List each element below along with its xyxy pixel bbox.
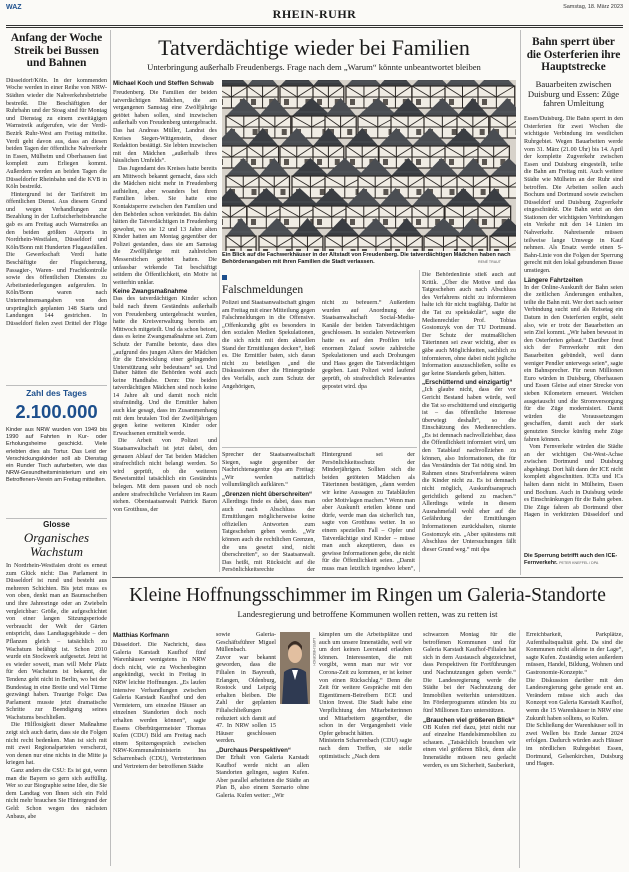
- box-marker: [222, 275, 227, 280]
- left-column: [6, 32, 107, 328]
- box-title: Falschmeldungen: [222, 284, 304, 296]
- bottom-para: OB Kufen rief dazu, jetzt nicht nur auf einzelne Handelsimmobilien zu schauen. „Tatsächlich brauchen wir einen viel größeren Blick, denn alle Innenstädte müssen neu gedacht werden, es um Sicherheit, Sauberkeit,: [423, 724, 516, 769]
- glosse-text: [6, 563, 107, 872]
- photo-caption: [222, 252, 516, 266]
- minister-portrait: [280, 632, 310, 704]
- divider: [6, 518, 107, 519]
- main-col2: [113, 370, 217, 572]
- freudenberg-photo: [222, 80, 516, 251]
- glosse-para: Ganz anders die CSU: Es ist gut, wenn man die Bayern so gern sich auffüllig. Wer so zur Biographie seine Idee, die Sie dem Landtag von Ihnen sich ein Feld nicht mehr brauchen Sie Hintergrund der Geld: Schon wegen des nächsten Anbaus, abe: [6, 768, 107, 820]
- masthead-logo: WAZ: [6, 4, 22, 11]
- left-lead-headline: Anfang der Woche Streik bei Bussen und Bahnen: [10, 32, 103, 70]
- box-col-b: nicht zu befeuern.“ Außerdem wurden auf Anordnung der Staatsanwaltschaft Social-Media-Kanäle der beiden Tatverdächtigen geschlossen. In sozialen Netzwerken hatte es auf den Profilen teils enormen Zulauf sowie zahlreiche Spekulationen und auch Drohungen und Hass gegen die Tatverdächtigen gegeben. Laut Polizei wird laufend geprüft, ob strafrechtlich Relevantes gepostet wird. dpa: [322, 300, 415, 390]
- bottom-col4: [423, 632, 516, 867]
- main-subhead: „Erschütternd und einzigartig“: [422, 379, 513, 387]
- divider: [222, 447, 417, 448]
- bottom-col1: Düsseldorf. Die Nachricht, dass Galeria Karstadt Kaufhof fünf Warenhäuser wenigstens in NRW doch nicht, wie zu Wochenbeginn angekündigt, weckt in Freitag in NRW leichte Hoffnungen. „Es laufen intensive Verhandlungen zwischen Galeria Karstadt Kaufhof und den Vermietern, um einzelne Häuser an einzelnen Standorten doch noch erhalten werden können“, sagte Essens Oberbürgermeister Thomas Kufen (CDU) Bild am Freitag nach einem Spitzengespräch zwischen NRW-Kommunalministerin Ina Scharrenbach (CDU), Vertreterinnen und Vertretern der betroffenen Städte: [113, 642, 206, 770]
- main-para: Die Behördenlinie stieß auch auf Kritik. „Über die Motive und das Tatgeschehen auch nach Abschluss des Verfahrens nicht zu informieren halte ich für nicht tragfähig. Dafür ist die Tat zu spektakulär“, sagte die Medienrechtler Prof. Tobias Gostomzyk von der TU Dortmund. Der Schutz der mutmaßlichen Täterinnen sei zwar wichtig, aber es gäbe auch Möglichkeiten, sachlich zu informieren, ohne dabei nicht jegliche Information auszuschließen, sollte es gar keine Standards geben, hätten.: [422, 272, 516, 377]
- bottom-subhead: „Durchaus Perspektiven“: [216, 746, 291, 754]
- bottom-para: schwarzen Montag für die betroffenen Kommunen und für Galeria Karstadt Kaufhof-Filialen hat sich in dem Austausch abgezeichnet, dass Perspektiven für Fortführungen und Nachnutzungen geben werde.“ Die Landesregierung werde die Städte bei der Nachnutzung der Immobilien weiterhin unterstützen. Im Förderprogramm stünden bis zu fünf Millionen Euro unterstützen.: [423, 632, 516, 714]
- photo-credit: RENÉ TRAUT: [478, 260, 501, 264]
- right-subhead: Längere Fahrtzeiten: [524, 276, 583, 284]
- right-para: In der Online-Auskunft der Bahn seien die zeitlichen Änderungen enthalten, teilte die Bahn mit. Wer dort nach seiner Verbindung sucht und als Reisetag ein Datum in den Osterferien ergibt, sieht also, wie er trotz der Bauarbeiten an sein Ziel kommt. „Wir haben bewusst in den Osterferien gebaut.“ Darüber freut sich der Fernverkehr mit den Bauarbeiten gebündelt, weil dann weniger Pendler unterwegs seien“, sagte ein Bahnsprecher. Für neun Millionen Euro würden in Duisburg, Oberhausen und Essen Gleise auf einer Strecke von sieben Kilometern erneuert. Weichen ausgetauscht und die Stromversorgung für die Züge modernisiert. Damit würden die Voraussetzungen geschaffen, damit auch der stark genutzten Strecke künftig mehr Züge fahren können.: [524, 284, 623, 443]
- section-divider: [112, 577, 623, 578]
- left-lead-para: Hintergrund ist der Tarifstreit im öffentlichen Dienst. Aus diesem Grund und wegen Verhandlungen zur Bezahlung in der Luftsicherheitsbranche gab es am Freitag auch Warnstreiks an den beiden größten Airports in Nordrhein-Westfalen, Düsseldorf und Köln/Bonn mit Hunderten Flugausfällen. Die Gewerkschaft Verdi hatte Beschäftigte der Flugsicherung, Passagier-, Waren- und Frachtkontrolle sowie des öffentlichen Dienstes zu Arbeitsniederlegungen aufgerufen. In Köln/Bonn waren nach Unternehmensangaben von den ursprünglich geplanten 148 Starts und Landungen 144 gestrichen. In Düsseldorf fielen zwei Drittel der Flüge: [6, 191, 107, 327]
- photo-caption-text: Ein Blick auf die Fachwerkhäuser in der Altstadt von Freudenberg. Die tatverdächtigen Mädchen haben nach Behördenangaben mit ihren Familien die Stadt verlassen.: [222, 252, 511, 265]
- stat-box: [6, 388, 107, 485]
- main-byline: Michael Koch und Steffen Schwab: [113, 80, 214, 87]
- right-credit: PETER KNEFFEL / DPA: [559, 561, 599, 565]
- issue-date: Samstag, 18. März 2023: [563, 4, 623, 10]
- bottom-para: sowie Galeria-Geschäftsführer Miguel Müllenbach. Zuvor war bekannt geworden, dass die Filialen in Bayreuth, Erlangen, Oldenburg, Rostock und Leipzig erhalten bleiben. Die Zahl der geplanten Filialschließungen reduziert sich damit auf 47. In NRW sollen 15 Häuser geschlossen werden.: [216, 632, 276, 745]
- person-photo-icon: [280, 632, 310, 704]
- right-para: Vom Fernverkehr würden die Städte an der wichtigen Ost-West-Achse zwischen Dortmund und Duisburg abgehängt. Dort hält dann der ICE nicht komplett abgeschnitten. ICEs und ICs halten dann nicht in Mülheim, Essen und Bochum. Auch in Duisburg würde es Einschränkungen für die Bahn geben. Die Züge fahren ab Dortmund über Hagen in verkürzten Düsseldorf und: [524, 444, 623, 518]
- left-lead-text: [6, 78, 107, 328]
- main-col3: [222, 452, 315, 572]
- main-headline: Tatverdächtige wieder bei Familien: [158, 35, 470, 60]
- column-rule: [110, 30, 111, 866]
- column-rule: [219, 270, 220, 572]
- main-subhead: „Grenzen nicht überschreiten“: [222, 490, 313, 498]
- main-para: Freudenberg. Die Familien der beiden tatverdächtigen Mädchen, die am vergangenen Samstag eine Zwölfjährige getötet haben sollen, sind inzwischen außerhalb von Freudenberg untergebracht. Das hat Andreas Müller, Landrat des Kreises Siegen-Wittgenstein, dieser Redaktion bestätigt. Sie lebten inzwischen mit den Mädchen „außerhalb ihres häuslichen Umfelds“.: [113, 90, 217, 165]
- column-rule: [520, 30, 521, 575]
- stat-kicker: Zahl des Tages: [26, 388, 87, 398]
- main-para: Die Arbeit von Polizei und Staatsanwaltschaft ist jetzt dabei, den genauen Ablauf der Tat beiden Mädchen strafrechtlich nicht belangt werden. So wird geprüft, ob die weiteren Beweismittel tatsächlich ein Geständnis belegen. Mit dem passen und ob noch andere strafrechtliche Verfahren im Raum stehen. Oberstaatsanwalt Patrick Baron von Grotthuss, der: [113, 438, 217, 513]
- glosse-kicker: Glosse: [43, 520, 70, 529]
- bottom-col5: Erreichbarkeit, Parkplätze, Aufenthaltsqualität geht. Da sind die Kommunen nicht alleine in der Lage“, sagte Kufen. Zuständig seien außerdem müssen, Handel, Bildung, Wohnen und Gastronomie-Konzepte.“ Die Diskussion darüber mit den Landesregierung gehe gerade erst an. Verändern müsse sich auch das Konzept von Galeria Karstadt Kaufhof, wenn die 15 Warenhäuser in NRW eine Zukunft haben solltens, so Kufen. Die Schließung der Warenhäuser soll in zwei Wellen bis Ende Januar 2024 erfolgen. Dadurch würden auch Häuser im nördlichen Ruhrgebiet Essen, Dortmund, Gelsenkirchen, Duisburg und Hagen.: [526, 632, 623, 768]
- main-para: Sprecher der Staatsanwaltschaft Siegen, sagte gegenüber der Nachrichtenagentur dpa am Freitag: „Wir werden natürlich vollumfänglich aufklären.“: [222, 452, 315, 489]
- bottom-headline: Kleine Hoffnungsschimmer im Ringen um Galeria-Standorte: [129, 585, 606, 606]
- main-para: Allerdings finde es dabei, dass man auch nach Abschluss der Ermittlungen möglicherweise keine offiziellen Antworten zum Tatgeschehen geben werde. „Wir können auch die rechtlichen Grenzen, die uns gesetzt sind, nicht überschreiten“, so der Staatsanwalt. Das heißt, mit Rücksicht auf die Persönlichkeitsrechte der: [222, 498, 315, 572]
- right-caption-text: Die Sperrung betrifft auch den ICE-Fernverkehr.: [524, 553, 618, 566]
- right-text: [524, 116, 623, 517]
- stat-number: 2.100.000: [15, 401, 98, 422]
- box-col-a: Polizei und Staatsanwaltschaft gingen am Freitag mit einer Mitteilung gegen Falschmeldungen in die Offensive. „Offenkundig gibt es besonders in den sozialen Medien Spekulationen, die sich nicht mit dem aktuellen Stand der Ermittlungen decken“, hieß es. Die Ermittler baten, sich daran nicht zu beteiligen „und die Diskussionen über die Hintergründe des Vorfalls, auch zum Schutz der Angehörigen,: [222, 300, 315, 390]
- column-rule: [419, 270, 420, 572]
- bottom-para: Der Erhalt von Galeria Karstadt Kaufhof werde nicht an allen Standorten gelingen, sagten Kufen. Aber parallel arbeiteten die Städte an Plan B, also einem Szenario ohne Galeria. Kufen weiter: „Wir: [216, 754, 309, 799]
- right-subheadline: Bauarbeiten zwischen Duisburg und Essen: Züge fahren Umleitung: [527, 78, 620, 109]
- divider: [6, 385, 107, 386]
- bottom-subheadline: Landesregierung und betroffene Kommunen wollen retten, was zu retten ist: [237, 609, 498, 619]
- main-subhead: Keine Zwangsmaßnahme: [113, 288, 188, 296]
- bottom-col3: kämpfen um die Arbeitsplätze und auch um unsere Innenstädte, weil wir um dort keinen Leerstand erlauben können. Interessenten, die mit vorgibt, wenn man nur wir vor Corona-Zeit zu kommen, er ist keiner von einen Rückschlag.“ Denn die Zeit für weitere Gespräche mit den Eigentümern-Betreibern ECE und Union Invest. Die Stadt habe eine Verpflichtung den Mitarbeiterinnen und Mitarbeitern gegenüber, die schon in der Vergangenheit viele Opfer gebracht hätten. Ministerin Scharrenbach (CDU) sagte nach dem Treffen, sie stelle optimistisch: „Nach dem: [319, 632, 412, 760]
- main-para: Hintergrund sei der Persönlichkeitsschutz der Minderjährigen. Sollten sich die beiden getöteten Mädchen als Täterinnen bestätigen, „dann werden wir keine Aussagen zu Tatabläufen oder Motivlagen machen.“ Wenn man aber Auskunft erteilen könne und dürfe, werde man das sicherlich tun, sagte von Grotthuss weiter. In so einem speziellen Fall – Opfer und Tatverdächtige sind Kinder – müsse man auch akzeptieren, dass es gewisse Informationen gebe, die nicht für die Öffentlichkeit seien. „Damit muss man letztlich irgendwo leben“,: [322, 452, 415, 572]
- right-column: [524, 36, 623, 517]
- main-subheadline: Unterbringung außerhalb Freudenbergs. Frage nach dem „Warum“ könnte unbeantwortet bleiben: [147, 62, 481, 72]
- main-para: Das des tatverdächtigen Kinder schon bald nach ihrem Geständnis außerhalb von Freudenberg untergebracht wurden, hatte die Kreisverwaltung bereits am Mittwoch mitgeteilt. Und da schon betont, dass es keine Zwangsmaßnahme sei. Zum Schutz der Familie betonte, dass dies „aufgrund des jungen Alters der Mädchen für die Entwicklung einer gelingenden Unterstützung sehr bedeutsam“ sei. Und: [113, 296, 217, 370]
- column-rule: [519, 630, 520, 868]
- main-para: „Ich glaube nicht, dass der vor Gericht Bestand haben würde, weil die Tat so erschütternd und einzigartig ist – das öffentliche Interesse überwiegt deshalb“, so die Einschätzung des Medienrechtlers. „Es ist demnach nachvollziehbar, dass die Öffentlichkeit informiert wird, um den Tatablauf nachvollziehen zu können, also Informationen, die für das Verständnis der Tat nötig sind. Im Rahmen eines Strafverfahrens wären die Kinder nicht zu. Es ist demnach nicht möglich, Auskunftsanspruch gerichtlich geltend zu machen.“ Allerdings würde in diesem Ausnahmefall wohl eher auf die Gefährdung der Ermittlungen Informationen zurückhalten, räumte Gostomzyk ein. „Aber spätestens mit Abschluss der Untersuchungen fällt dieser Grund weg.“ mit dpa: [422, 387, 516, 553]
- main-para: Das Jugendamt des Kreises hatte bereits am Mittwoch bekannt gemacht, dass sich die Mädchen nicht mehr in Freudenberg aufhielten, aber woanders bei ihren Familien leben. Sie hatte eine Kontaktsperre zwischen den Familien und den Behörden schon verkündet. Bis dahin hätten die Tatverdächtigen in Freudenberg gewohnt, wo sie 12 und 13 Jahre alten Kinder hatten am Montag gegenüber der Polizei gestanden, dass sie am Samstag die Zwölfjährige mit zahlreichen Messerstichen getötet hatten. Die unfassbar wirkende Tat beschäftigt seitdem die Öffentlichkeit, ein Motiv ist weiterhin unklar.: [113, 165, 217, 286]
- header-rule: [6, 25, 623, 26]
- main-para: Daher hätten die Behörden wohl auch keine Handhabe. Denn: Die beiden tatverdächtigen Mädchen sind noch keine 14 Jahre alt und damit noch nicht strafmündig. Und die Ermittler haben auch klar gesagt, dass im Zusammenhang mit dem brutalen Tod der Zwölfjährigen gegen keine weiteren Kinder oder Erwachsenen ermittelt werde.: [113, 370, 217, 437]
- glosse-headline: Organisches Wachstum: [23, 530, 90, 559]
- main-col4: [322, 452, 415, 572]
- right-caption: [524, 553, 623, 567]
- glosse: [6, 520, 107, 872]
- bottom-byline: Matthias Korfmann: [113, 632, 170, 639]
- portrait-credit: LARS HEIDRICH: [312, 638, 316, 666]
- bottom-subhead: „Brauchen viel größeren Blick“: [423, 716, 515, 724]
- glosse-para: In Nordrhein-Westfalen droht es erneut zum Glück nicht: Das Parlament in Düsseldorf ist rund und besteht aus mehreren Schichten. Bis jetzt muss es von oben, denkt man an Baumscheiben und ihre Jahresringe oder an Zwiebeln vergleichbar: Größe, die aufgeschichtet von einer langen Sitzungsperiode verbraucht der Welt der Gärten entspricht, dass Landtagsgebäude – den Pflanzen gleich – tatsächlich zu Wachstum befähigt ist. Schon 2010 wurde ein Stockwerk aufgesetzt. Jetzt ist es wieder soweit, man will Mehr Platz für den Wachstum ist bekannt, die Tendenz geht nicht in Berlin, wo bei der Bundestag in eine Breite und viel Türme gezwängt haben. Traurige Folge: Das Parlament musste jetzt dramatische Schritte zur Beendigung seines Wachstums beschließen.: [6, 563, 107, 721]
- glosse-para: Die Hilflosigkeit dieser Maßnahme zeigt sich auch darin, dass sie die Folgen nicht recht bedenken. Man ist sich mit mit zwei Regionalparteien verscherzt, von denen nur eine nichts in die Mitte ja kriegen hat.: [6, 722, 107, 767]
- left-lead-para: Düsseldorf/Köln. In der kommenden Woche werden in einer Reihe von NRW-Städten wieder die Nahverkehrsbetriebe bestreikt. Die Beschäftigten der Ruhrbahn und der Stoag sind für Montag und Dienstag zu einem zweitägigen Warnstreik aufgerufen, wie der Verdi-Bezirk Ruhr-West am Freitag mitteilte. Verdi geht davon aus, dass an diesen beiden Tagen der öffentliche Nahverkehr in Essen, Mülheim und Oberhausen fast komplett zum Erliegen kommt. Außerdem werden an beiden Tagen die Düsseldorfer Rheinbahn und die KVB in Köln bestreikt.: [6, 77, 107, 191]
- main-col5: [422, 272, 516, 572]
- header-rule-thin: [6, 27, 623, 28]
- half-timbered-houses-image: [222, 80, 516, 251]
- right-para: Essen/Duisburg. Die Bahn sperrt in den Osterferien für zwei Wochen die wichtigste Verbindung im westlichen Ruhrgebiet. Wegen Bauarbeiten werde vom 31. März (21.00 Uhr) bis 14. April der komplette Zugverkehr zwischen Essen und Duisburg eingestellt, teilte die Bahn am Freitag mit. Auch weitere Städte wie Mülheim an der Ruhr sind betroffen. Die Arbeiten sollen auch Bochum und Dortmund sowie zwischen Düsseldorf und Duisburg Zugverkehr eingeschränkt. Die Bahn setzt an den Stationen der wichtigsten Verbindungen ein Verkehr mit den 14 Linien im Nahverkehr. Nahreisende müssen teilweise lange Umwege in Kauf nehmen. Als Ersatz werde einen S-Bahn-Linie von die Folgen der Sperrung gerecht mit den lokal gebundenen Busse umstiegen.: [524, 116, 623, 275]
- section-title: RHEIN-RUHR: [272, 7, 357, 21]
- falschmeldungen-box: [222, 272, 417, 440]
- right-headline: Bahn sperrt über die Osterferien ihre Hauptstrecke: [526, 36, 621, 74]
- main-col1: [113, 90, 217, 370]
- stat-text: Kinder aus NRW wurden von 1949 bis 1990 auf Fahrten in Kur- oder Erholungsheime geschickt. Viele erlebten dies als Tortur. Das Leid der Verschickungskinder soll ab Dienstag ein Runder Tisch aufarbeiten, wie das NRW-Gesundheitsministerium und ein Betroffenen-Verein am Freitag mitteilten.: [6, 427, 107, 484]
